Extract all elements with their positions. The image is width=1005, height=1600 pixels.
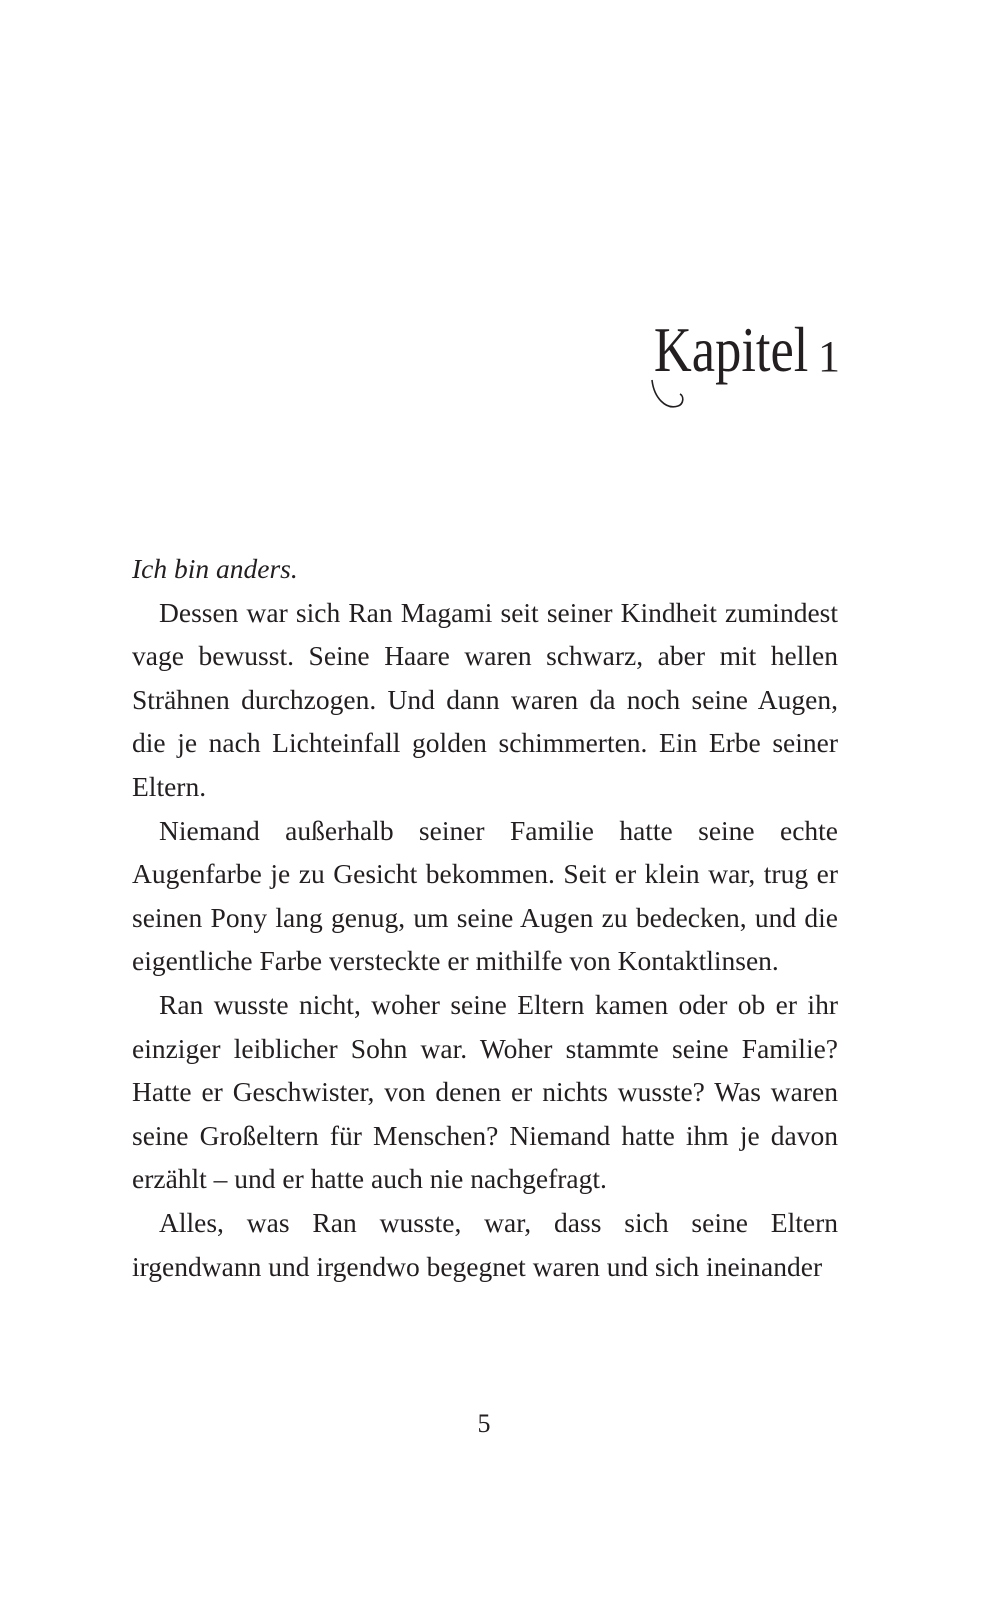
chapter-number: 1: [818, 332, 840, 381]
chapter-title-word: Kapitel: [653, 314, 808, 385]
opening-line: Ich bin anders.: [132, 553, 298, 584]
paragraph: Niemand außerhalb seiner Familie hatte seine echte Augenfarbe je zu Gesicht bekommen. Seit er klein war, trug er seinen Pony lang genug, um seine Augen zu bedecken, und die eigentliche Farbe versteckte er mithilfe von Kontaktlinsen.: [132, 814, 838, 977]
paragraph: Dessen war sich Ran Magami seit seiner Kindheit zumindest vage bewusst. Seine Haare waren schwarz, aber mit hellen Strähnen durchzogen. Und dann waren da noch seine Augen, die je nach Lichteinfall golden schimmerten. Ein Erbe seiner Eltern.: [132, 596, 838, 802]
paragraph: Alles, was Ran wusste, war, dass sich seine Eltern irgendwann und irgendwo begegnet waren und sich ineinander: [132, 1206, 838, 1282]
chapter-heading: [620, 314, 840, 385]
paragraph: Ran wusste nicht, woher seine Eltern kamen oder ob er ihr einziger leiblicher Sohn war. Woher stammte seine Familie? Hatte er Geschwister, von denen er nichts wusste? Was waren seine Großeltern für Menschen? Niemand hatte ihm je davon erzählt – und er hatte auch nie nachgefragt.: [132, 988, 838, 1195]
chapter-swash-ornament: [650, 376, 686, 416]
chapter-body: [132, 547, 838, 1288]
page-number: 5: [477, 1409, 491, 1438]
